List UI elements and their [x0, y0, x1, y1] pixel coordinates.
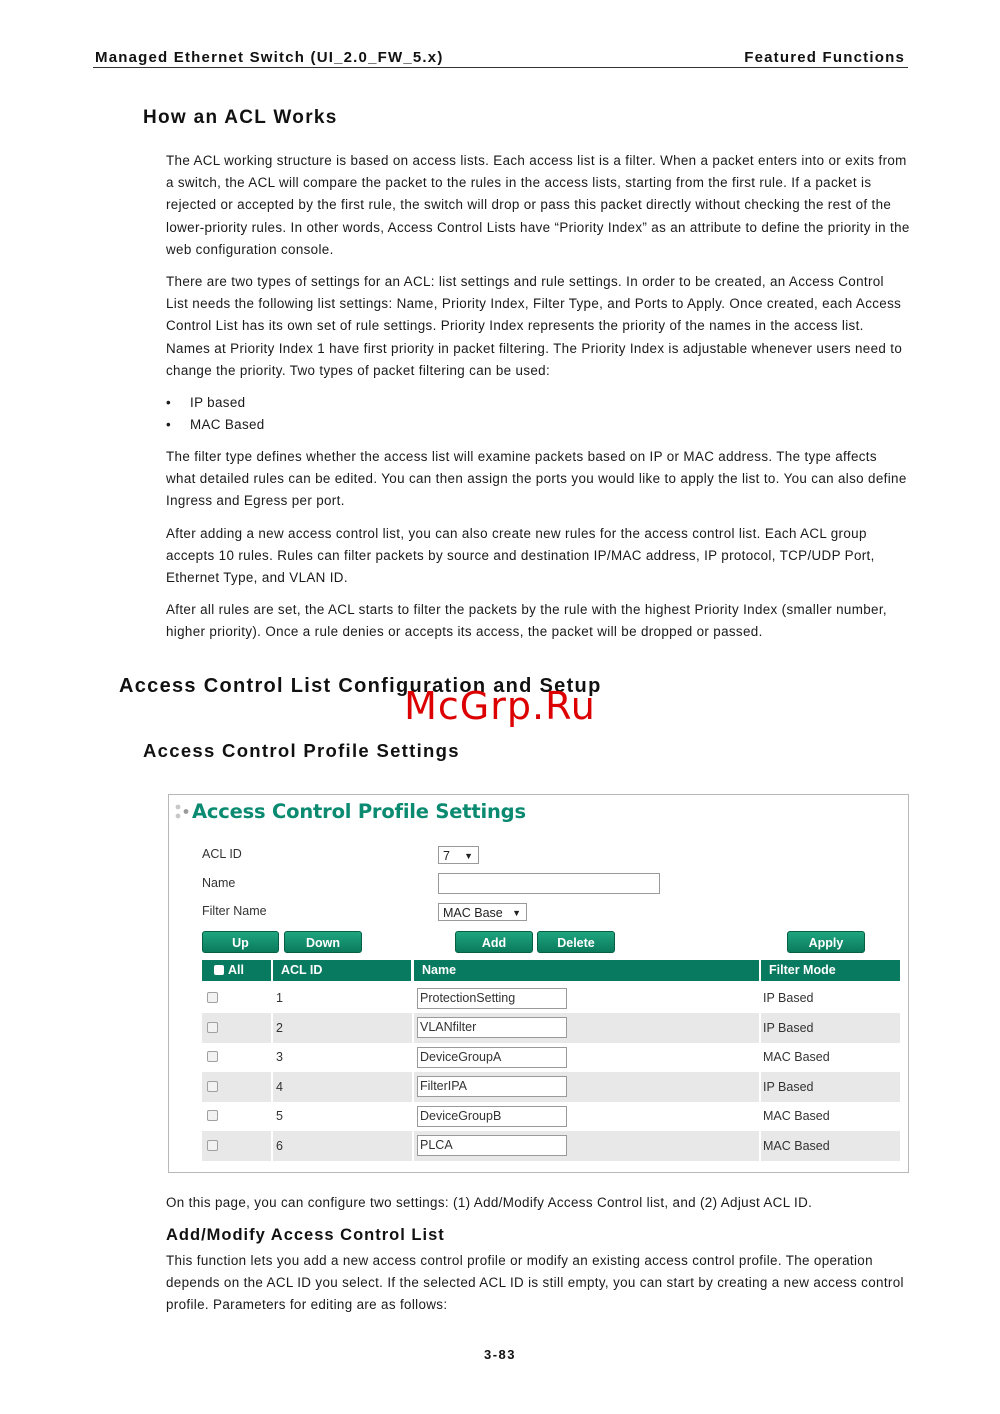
- row-name-input[interactable]: FilterIPA: [417, 1076, 567, 1097]
- dropdown-arrow-icon: ▼: [512, 908, 521, 918]
- row-checkbox[interactable]: [207, 1081, 218, 1092]
- row-name-input[interactable]: VLANfilter: [417, 1017, 567, 1038]
- select-all-checkbox[interactable]: [214, 965, 224, 975]
- row-acl-id: 3: [276, 1050, 283, 1064]
- paragraph-filter-type: The filter type defines whether the access list will examine packets based on IP or MAC address. The type affects what detailed rules can be edited. You can then assign the ports you would like to apply the list to. You can also define Ingress and Egress per port.: [166, 449, 907, 509]
- table-row: [202, 1042, 900, 1072]
- name-input[interactable]: [438, 873, 660, 894]
- column-header-name: Name: [414, 960, 759, 981]
- acl-id-label: ACL ID: [202, 847, 242, 861]
- row-checkbox[interactable]: [207, 1051, 218, 1062]
- up-button[interactable]: Up: [202, 931, 279, 953]
- subsection-title-add-modify: Add/Modify Access Control List: [166, 1226, 445, 1244]
- running-header-right: Featured Functions: [744, 49, 905, 66]
- bullet-ip-based: IP based: [190, 395, 246, 410]
- delete-button[interactable]: Delete: [537, 931, 615, 953]
- column-header-filter-mode: Filter Mode: [761, 960, 900, 981]
- row-acl-id: 5: [276, 1109, 283, 1123]
- acl-id-value: 7: [443, 849, 450, 863]
- row-acl-id: 1: [276, 991, 283, 1005]
- profile-settings-screenshot: [168, 794, 909, 1173]
- table-row: [202, 1013, 900, 1043]
- filter-name-value: MAC Base: [443, 906, 503, 920]
- paragraph-add-modify: This function lets you add a new access control profile or modify an existing access control profile. The operation depends on the ACL ID you select. If the selected ACL ID is still empty, you can start by creating a new access control profile. Parameters for editing are as follows:: [166, 1253, 904, 1313]
- row-name-input[interactable]: DeviceGroupB: [417, 1106, 567, 1127]
- column-header-all-label: All: [228, 963, 244, 977]
- row-checkbox[interactable]: [207, 1110, 218, 1121]
- table-row: [202, 1101, 900, 1131]
- row-filter-mode: IP Based: [763, 991, 814, 1005]
- paragraph-acl-structure: The ACL working structure is based on access lists. Each access list is a filter. When a packet enters into or exits from a switch, the ACL will compare the packet to the rules in the access lists, starting from the first rule. If a packet is rejected or accepted by the first rule, the switch will drop or pass this packet directly without checking the rest of the lower-priority rules. In other words, Access Control Lists have “Priority Index” as an attribute to define the priority in the web configuration console.: [166, 153, 910, 257]
- panel-title: Access Control Profile Settings: [192, 800, 526, 823]
- row-filter-mode: IP Based: [763, 1080, 814, 1094]
- table-row: [202, 1131, 900, 1161]
- row-acl-id: 2: [276, 1021, 283, 1035]
- page-number: 3-83: [483, 1347, 517, 1362]
- row-filter-mode: MAC Based: [763, 1109, 830, 1123]
- apply-button[interactable]: Apply: [787, 931, 865, 953]
- row-filter-mode: IP Based: [763, 1021, 814, 1035]
- header-rule: [93, 67, 908, 68]
- subsection-title-profile-settings: Access Control Profile Settings: [143, 740, 460, 761]
- row-filter-mode: MAC Based: [763, 1050, 830, 1064]
- acl-id-select[interactable]: [438, 846, 479, 864]
- row-name-input[interactable]: DeviceGroupA: [417, 1047, 567, 1068]
- table-row: [202, 1072, 900, 1102]
- column-header-acl-id: ACL ID: [273, 960, 411, 981]
- bullet-mac-based: MAC Based: [190, 417, 265, 432]
- down-button[interactable]: Down: [284, 931, 362, 953]
- paragraph-new-rules: After adding a new access control list, you can also create new rules for the access control list. Each ACL group accepts 10 rules. Rules can filter packets by source and destination IP/MAC address, IP protocol, TCP/UDP Port, Ethernet Type, and VLAN ID.: [166, 526, 875, 586]
- row-acl-id: 6: [276, 1139, 283, 1153]
- section-title-acl-works: How an ACL Works: [143, 107, 338, 128]
- filter-name-select[interactable]: [438, 903, 527, 921]
- table-row: [202, 983, 900, 1013]
- row-name-input[interactable]: PLCA: [417, 1135, 567, 1156]
- row-checkbox[interactable]: [207, 1022, 218, 1033]
- paragraph-two-settings: On this page, you can configure two settings: (1) Add/Modify Access Control list, and (2) Adjust ACL ID.: [166, 1195, 813, 1210]
- dropdown-arrow-icon: ▼: [464, 851, 473, 861]
- row-filter-mode: MAC Based: [763, 1139, 830, 1153]
- paragraph-filter-order: After all rules are set, the ACL starts to filter the packets by the rule with the highest Priority Index (smaller number, higher priority). Once a rule denies or accepts its access, the packet will be dropped or passed.: [166, 602, 887, 640]
- bullet-dot: •: [166, 395, 172, 410]
- add-button[interactable]: Add: [455, 931, 533, 953]
- column-header-all[interactable]: [202, 960, 271, 981]
- filter-name-label: Filter Name: [202, 904, 267, 918]
- row-checkbox[interactable]: [207, 1140, 218, 1151]
- name-label: Name: [202, 876, 236, 890]
- section-title-configuration: Access Control List Configuration and Setup: [119, 675, 602, 697]
- bullet-dot: •: [166, 417, 172, 432]
- grip-dots-icon: [174, 803, 190, 821]
- paragraph-acl-settings: There are two types of settings for an ACL: list settings and rule settings. In order to be created, an Access Control List needs the following list settings: Name, Priority Index, Filter Type, and Ports to Apply. Once created, each Access Control List has its own set of rule settings. Priority Index represents the priority of the names in the access list. Names at Priority Index 1 have first priority in packet filtering. The Priority Index is adjustable whenever users need to change the priority. Two types of packet filtering can be used:: [166, 274, 903, 378]
- watermark: McGrp.Ru: [404, 684, 596, 728]
- row-name-input[interactable]: ProtectionSetting: [417, 988, 567, 1009]
- row-checkbox[interactable]: [207, 992, 218, 1003]
- running-header-left: Managed Ethernet Switch (UI_2.0_FW_5.x): [95, 49, 444, 66]
- row-acl-id: 4: [276, 1080, 283, 1094]
